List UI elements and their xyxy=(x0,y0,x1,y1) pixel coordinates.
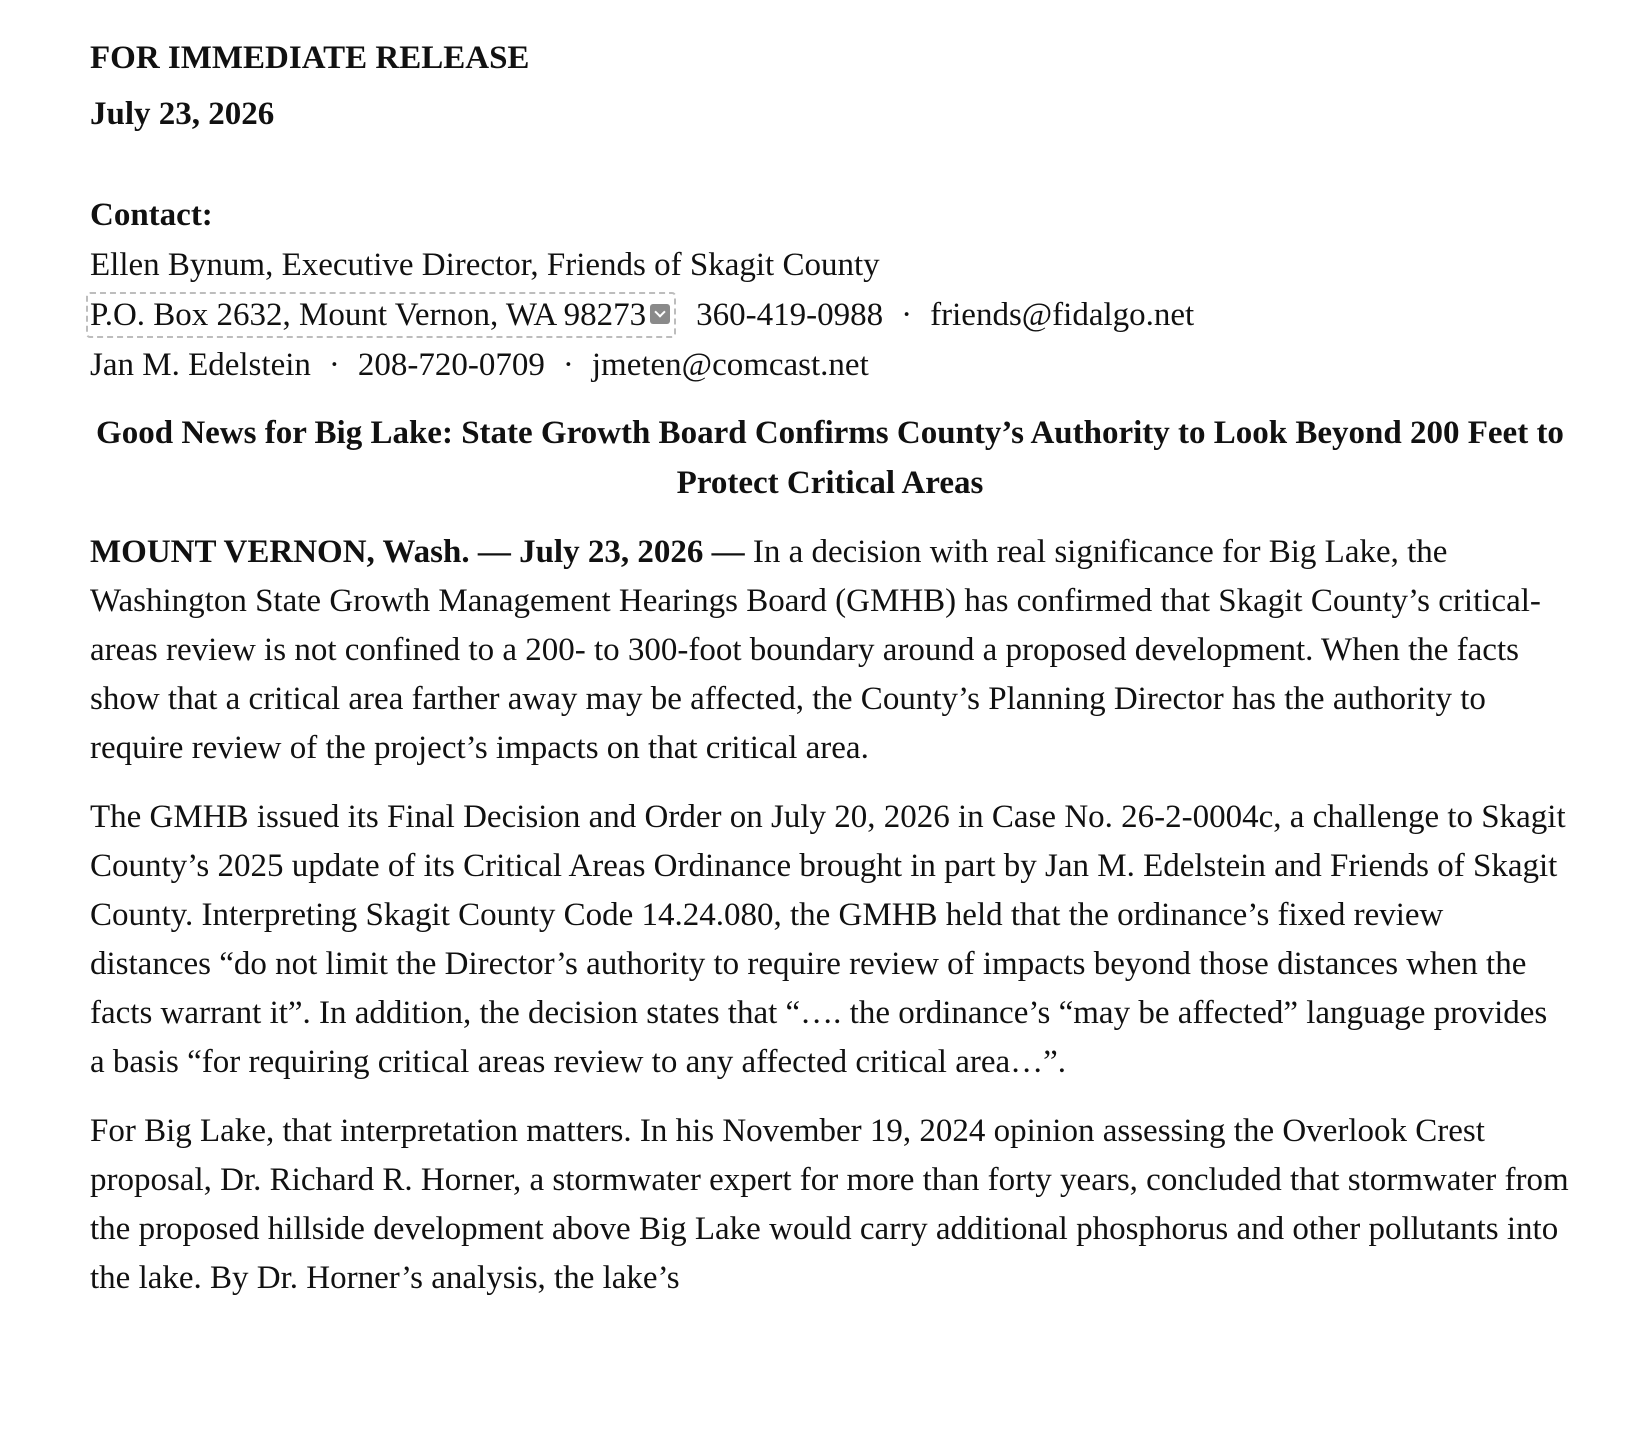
body-paragraph-1 xyxy=(90,528,1570,773)
body-paragraph-2: The GMHB issued its Final Decision and Order on July 20, 2026 in Case No. 26-2-0004c, a challenge to Skagit County’s 2025 update of its Critical Areas Ordinance brought in part by Jan M. Edelstein and Friends of Skagit County. Interpreting Skagit County Code 14.24.080, the GMHB held that the ordinance’s fixed review distances “do not limit the Director’s authority to require review of impacts beyond those distances when the facts warrant it”. In addition, the decision states that “…. the ordinance’s “may be affected” language provides a basis “for requiring critical areas review to any affected critical area…”. xyxy=(90,799,1566,1080)
separator-dot: · xyxy=(328,347,340,383)
separator-dot: · xyxy=(562,347,574,383)
contact-line-1: Ellen Bynum, Executive Director, Friends of Skagit County xyxy=(90,247,880,283)
address-text: P.O. Box 2632, Mount Vernon, WA 98273 xyxy=(90,297,647,333)
phone-2: 208-720-0709 xyxy=(357,347,545,383)
chevron-down-icon[interactable] xyxy=(650,304,670,324)
paragraph-1-text: In a decision with real significance for Big Lake, the Washington State Growth Management Hearings Board (GMHB) has confirmed that Skagit County’s critical-areas review is not confined to a 200- to 300-foot boundary around a proposed development. When the facts show that a critical area farther away may be affected, the County’s Planning Director has the authority to require review of the project’s impacts on that critical area. xyxy=(90,534,1541,766)
contact-block xyxy=(90,190,1570,390)
contact-name-2: Jan M. Edelstein xyxy=(90,347,311,383)
body-paragraph-3: For Big Lake, that interpretation matters. In his November 19, 2024 opinion assessing the Overlook Crest proposal, Dr. Richard R. Horner, a stormwater expert for more than forty years, concluded that stormwater from the proposed hillside development above Big Lake would carry additional phosphorus and other pollutants into the lake. By Dr. Horner’s analysis, the lake’s xyxy=(90,1113,1569,1296)
press-release-page xyxy=(90,30,1570,1303)
dateline: MOUNT VERNON, Wash. — July 23, 2026 — xyxy=(90,534,745,570)
separator-dot: · xyxy=(901,297,913,333)
email-1[interactable]: friends@fidalgo.net xyxy=(930,297,1195,333)
contact-line-2 xyxy=(90,290,1570,340)
headline: Good News for Big Lake: State Growth Board Confirms County’s Authority to Look Beyond 200 Feet to Protect Critical Areas xyxy=(96,415,1564,501)
contact-line-3 xyxy=(90,340,1570,390)
release-date: July 23, 2026 xyxy=(90,96,275,132)
address-smart-chip[interactable] xyxy=(86,292,676,338)
phone-1: 360-419-0988 xyxy=(696,297,884,333)
release-label: FOR IMMEDIATE RELEASE xyxy=(90,40,530,76)
contact-heading: Contact: xyxy=(90,197,213,233)
email-2[interactable]: jmeten@comcast.net xyxy=(591,347,869,383)
